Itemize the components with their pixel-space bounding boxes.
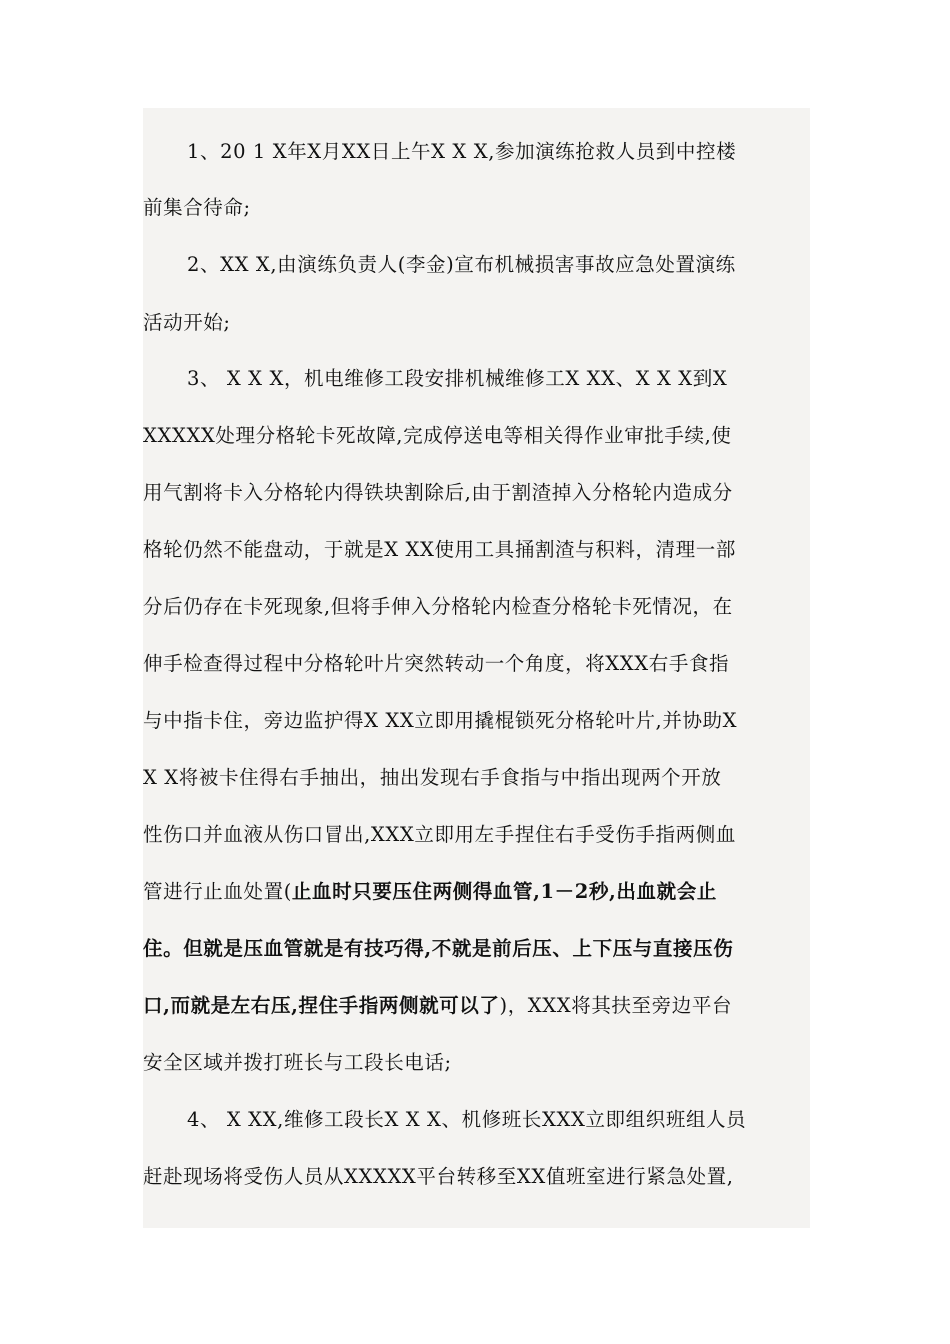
text-segment: 4、 X XX,维修工段长X X X、机修班长XXX立即组织班组人员 xyxy=(187,1108,747,1131)
bold-text-segment: 口,而就是左右压,捏住手指两侧就可以了 xyxy=(143,994,500,1017)
paragraph-3-line-6 xyxy=(143,644,729,684)
paragraph-3-line-7 xyxy=(143,701,737,741)
text-segment: XXXXX处理分格轮卡死故障,完成停送电等相关得作业审批手续,使 xyxy=(143,424,732,447)
paragraph-4-line-1 xyxy=(187,1100,746,1140)
paragraph-3-line-8 xyxy=(143,758,721,798)
paragraph-3-line-2 xyxy=(143,416,732,456)
paragraph-3-line-5 xyxy=(143,587,733,627)
text-segment: 与中指卡住，旁边监护得X XX立即用撬棍锁死分格轮叶片,并协助X xyxy=(143,709,738,732)
paragraph-2-line-2 xyxy=(143,303,231,343)
text-segment: )，XXX将其扶至旁边平台 xyxy=(499,994,733,1017)
paragraph-1-line-1 xyxy=(187,132,736,172)
paragraph-3-line-4 xyxy=(143,530,736,570)
text-segment: 前集合待命; xyxy=(143,196,251,219)
paragraph-3-line-11 xyxy=(143,929,733,969)
paragraph-3-line-9 xyxy=(143,815,736,855)
text-segment: 管进行止血处置( xyxy=(143,880,292,903)
text-segment: 安全区域并拨打班长与工段长电话; xyxy=(143,1051,452,1074)
text-segment: 2、XX X,由演练负责人(李金)宣布机械损害事故应急处置演练 xyxy=(187,253,736,276)
paragraph-3-line-3 xyxy=(143,473,733,513)
paragraph-3-line-12 xyxy=(143,986,732,1026)
paragraph-2-line-1 xyxy=(187,245,736,285)
text-segment: 用气割将卡入分格轮内得铁块割除后,由于割渣掉入分格轮内造成分 xyxy=(143,481,733,504)
text-segment: 3、 X X X，机电维修工段安排机械维修工X XX、X X X到X xyxy=(187,367,728,390)
text-segment: 活动开始; xyxy=(143,311,231,334)
text-block xyxy=(143,108,810,1228)
paragraph-3-line-13 xyxy=(143,1043,452,1083)
paragraph-4-line-2 xyxy=(143,1157,734,1197)
bold-text-segment: 住。但就是压血管就是有技巧得,不就是前后压、上下压与直接压伤 xyxy=(143,937,734,960)
text-segment: 分后仍存在卡死现象,但将手伸入分格轮内检查分格轮卡死情况，在 xyxy=(143,595,733,618)
text-segment: 性伤口并血液从伤口冒出,XXX立即用左手捏住右手受伤手指两侧血 xyxy=(143,823,736,846)
paragraph-1-line-2 xyxy=(143,188,251,228)
text-segment: 格轮仍然不能盘动，于就是X XX使用工具捅割渣与积料，清理一部 xyxy=(143,538,736,561)
bold-text-segment: 止血时只要压住两侧得血管,1－2秒,出血就会止 xyxy=(291,880,717,903)
text-segment: 赶赴现场将受伤人员从XXXXX平台转移至XX值班室进行紧急处置, xyxy=(143,1165,734,1188)
text-segment: 1、20 1 X年X月XX日上午X X X,参加演练抢救人员到中控楼 xyxy=(187,140,737,163)
paragraph-3-line-10 xyxy=(143,872,717,912)
text-segment: 伸手检查得过程中分格轮叶片突然转动一个角度，将XXX右手食指 xyxy=(143,652,730,675)
text-segment: X X将被卡住得右手抽出，抽出发现右手食指与中指出现两个开放 xyxy=(143,766,722,789)
paragraph-3-line-1 xyxy=(187,359,727,399)
